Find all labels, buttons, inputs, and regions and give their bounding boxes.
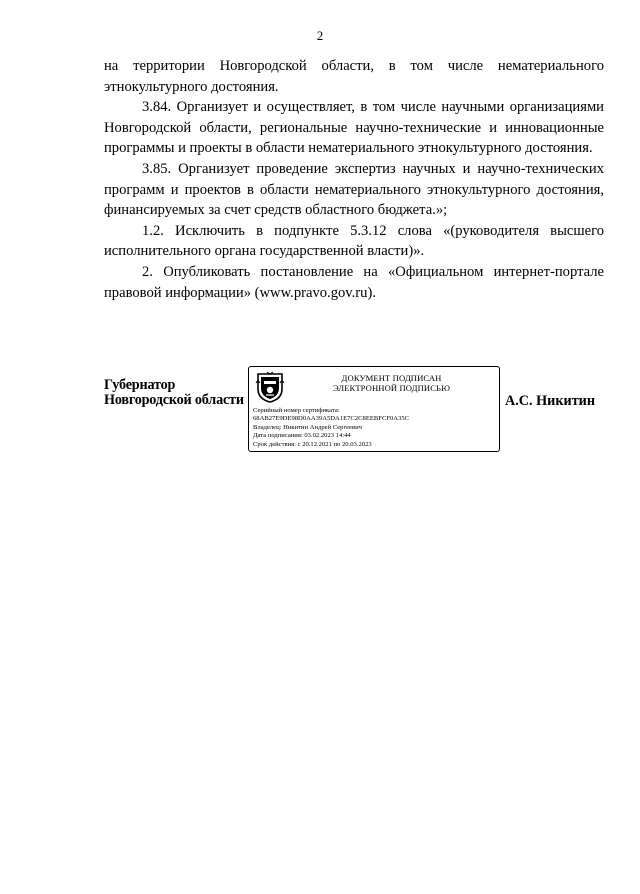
signature-block (0, 374, 640, 464)
paragraph-4: 1.2. Исключить в подпункте 5.3.12 слова «(руководителя высшего исполнительного органа государственной власти)». (104, 222, 604, 260)
certificate-number: 68AB27E9DE98D0AA39A5DA1E7C2C8EEBFCF0A35C (253, 415, 410, 423)
validity-period: Срок действия: с 20.12.2021 по 20.03.2023 (253, 440, 372, 448)
stamp-title-line-2: ЭЛЕКТРОННОЙ ПОДПИСЬЮ (332, 383, 450, 393)
signer-name: А.С. Никитин (505, 393, 596, 409)
electronic-signature-stamp (248, 366, 500, 452)
paragraph-3: 3.85. Организует проведение экспертиз научных и научно-технических программ и проектов в области нематериального этнокультурного достояния, финансируемых за счет средств областного бюджета.»; (104, 160, 604, 219)
paragraph-5: 2. Опубликовать постановление на «Официальном интернет-портале правовой информации» (www.pravo.gov.ru). (104, 263, 604, 301)
paragraph-1: на территории Новгородской области, в том числе нематериального этнокультурного достояния. (104, 58, 604, 95)
stamp-details (253, 407, 497, 449)
stamp-title-line-1: ДОКУМЕНТ ПОДПИСАН (341, 373, 442, 383)
page-number: 2 (316, 28, 324, 43)
certificate-owner: Владелец: Никитин Андрей Сергеевич (253, 423, 362, 431)
paragraph-2: 3.84. Организует и осуществляет, в том числе научными организациями Новгородской области, региональные научно-технические и инновационные программы и проекты в области нематериального этнокультурного достояния. (104, 99, 604, 157)
coat-of-arms-icon (255, 371, 285, 403)
signatory-position (104, 378, 244, 408)
signing-date: Дата подписания: 03.02.2023 14:44 (253, 432, 351, 440)
document-body (104, 56, 604, 303)
position-line-2: Новгородской области (104, 392, 244, 408)
position-line-1: Губернатор (104, 377, 176, 393)
stamp-title (289, 373, 494, 393)
certificate-label: Серийный номер сертификата: (253, 407, 340, 414)
